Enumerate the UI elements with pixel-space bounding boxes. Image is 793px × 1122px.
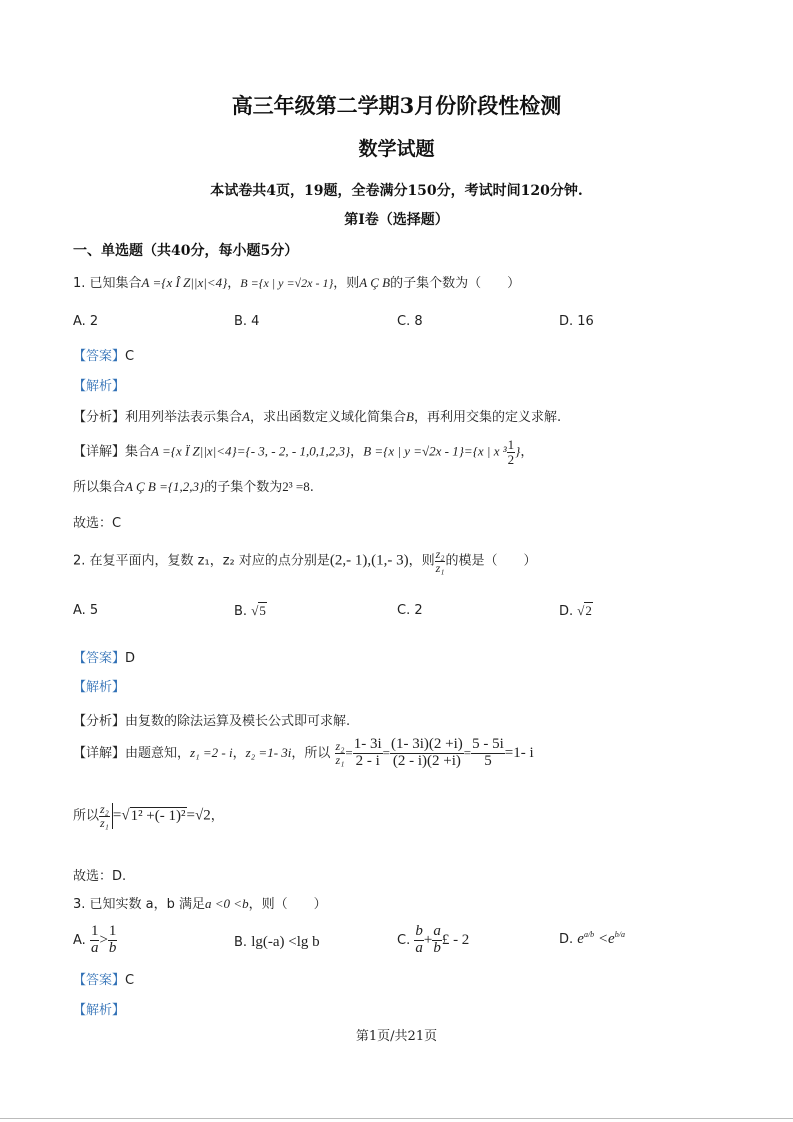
q2-points: (2,- 1),(1,- 3) <box>329 552 409 569</box>
q2-option-c: C. 2 <box>397 603 423 618</box>
q1-detail-set-b: B ={x | y =√2x - 1}={x | x ³ <box>363 443 507 459</box>
q3-answer: 【答案】C <box>73 973 135 988</box>
q1-detail-line2: 所以集合A Ç B ={1,2,3}的子集个数为2³ =8. <box>73 479 314 495</box>
q1-prefix: 1. 已知集合 <box>73 276 142 291</box>
q2-fenxi: 【分析】由复数的除法运算及模长公式即可求解. <box>73 714 351 729</box>
q1-detail: 【详解】集合A ={x Ï Z||x|<4}={- 3, - 2, - 1,0,1,2,3}，B ={x | y =√2x - 1}={x | x ³ $\frac{1}{2}$ }， <box>73 437 534 467</box>
q2-option-b: B. √5 <box>234 603 266 619</box>
section-title: 一、单选题（共40分，每小题5分） <box>73 243 299 259</box>
question-1: 1. 已知集合A ={x Î Z||x|<4}，B ={x | y =√2x - 1}，则A Ç B的子集个数为（ ） <box>73 275 521 291</box>
q3-analysis-tag: 【解析】 <box>73 1003 126 1018</box>
q1-detail-set-a: A ={x Ï Z||x|<4}={- 3, - 2, - 1,0,1,2,3} <box>151 443 351 459</box>
question-2: 2. 在复平面内，复数 z₁，z₂ 对应的点分别是(2,- 1),(1,- 3)，则 $\frac{\text{z₂}}{\text{z₁}}$ 的模是（ ） <box>73 547 537 575</box>
q1-analysis-tag: 【解析】 <box>73 379 126 394</box>
question-3: 3. 已知实数 a，b 满足a <0 <b，则（ ） <box>73 896 327 912</box>
page-bottom-divider <box>0 1118 793 1119</box>
page-subtitle: 数学试题 <box>358 138 435 160</box>
q1-option-d: D. 16 <box>559 314 594 329</box>
q1-expr: A Ç B <box>359 275 391 290</box>
q1-option-b: B. 4 <box>234 314 260 329</box>
page-title: 高三年级第二学期3月份阶段性检测 <box>231 93 562 118</box>
exam-info: 本试卷共4页，19题，全卷满分150分，考试时间120分钟. <box>210 183 583 199</box>
q2-detail: 【详解】由题意知，z₁ =2 - i，z₂ =1- 3i，所以 $\frac{\text{z₂}}{\text{z₁}}$ = $\frac{1- 3i}{2 - i}$ = $\frac{(1- 3i)(2 +i)}{(2 - i)(2 +i)}$ = $\frac{5 - 5i}{5}$ =1- i <box>73 736 534 769</box>
q2-result: 故选：D. <box>73 869 127 884</box>
q3-option-a: A. $\frac{1}{a}$ > $\frac{1}{b}$ <box>73 923 117 956</box>
q1-option-c: C. 8 <box>397 314 423 329</box>
q1-result: 故选：C <box>73 516 122 531</box>
q3-option-b: B. lg(-a) <lg b <box>234 934 320 950</box>
q3-option-c: C. $\frac{b}{a}$ + $\frac{a}{b}$ £ - 2 <box>397 923 470 956</box>
q1-set-a: A ={x Î Z||x|<4} <box>141 275 228 290</box>
q1-answer: 【答案】C <box>73 349 135 364</box>
q2-detail-line2: 所以 $\frac{\text{z₂}}{\text{z₁}}$ =√1² +(- 1)²=√2， <box>73 802 224 830</box>
q1-option-a: A. 2 <box>73 314 99 329</box>
q2-answer: 【答案】D <box>73 651 136 666</box>
part-title: 第I卷（选择题） <box>344 212 449 228</box>
page-footer: 第1页/共21页 <box>355 1029 438 1044</box>
q2-option-d: D. √2 <box>559 603 592 619</box>
q1-set-b: B ={x | y =√2x - 1} <box>240 276 334 290</box>
q1-fenxi: 【分析】利用列举法表示集合A，求出函数定义域化简集合B，再利用交集的定义求解. <box>73 409 562 425</box>
q2-analysis-tag: 【解析】 <box>73 680 126 695</box>
q3-option-d: D. $e^{a/b} <e^{b/a}$ <box>559 930 625 947</box>
q2-option-a: A. 5 <box>73 603 99 618</box>
